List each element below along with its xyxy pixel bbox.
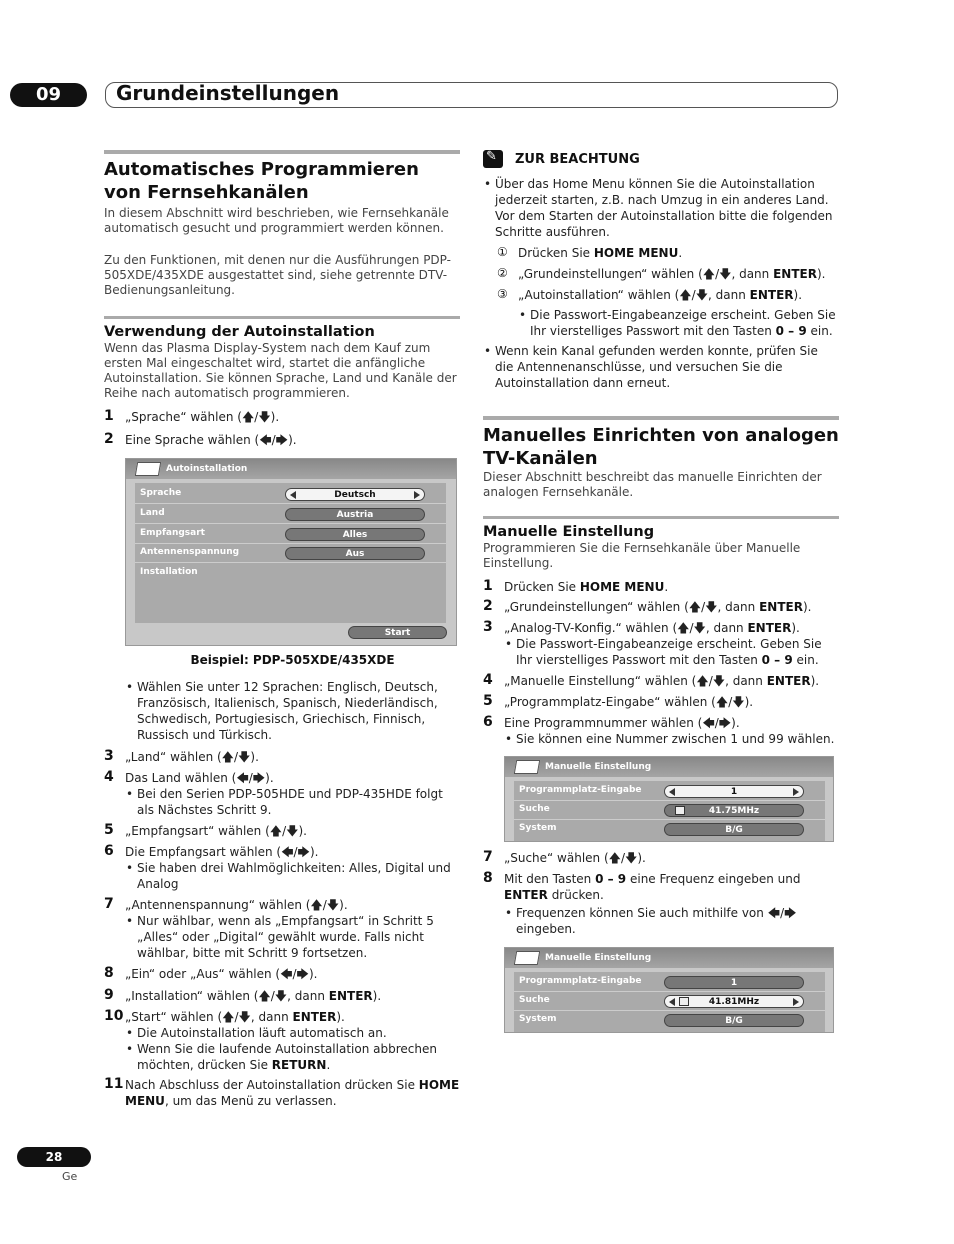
note-substep-2: ② „Grundeinstellungen“ wählen (🡅/🡇, dann ENTER). <box>497 266 826 281</box>
osd-label: Antennenspannung <box>140 547 240 557</box>
step-number: 8 <box>483 870 493 886</box>
osd-row-antenna-power <box>135 544 446 563</box>
chapter-number-badge: 09 <box>10 83 87 107</box>
osd-body <box>135 483 446 623</box>
section-intro: Dieser Abschnitt beschreibt das manuelle Einrichten der analogen Fernsehkanäle. <box>483 470 822 499</box>
osd-title: Autoinstallation <box>136 461 247 477</box>
step-text: Eine Sprache wählen (🡄/🡆). <box>125 433 297 447</box>
section-rule <box>104 150 460 154</box>
right-column <box>483 150 839 1033</box>
subsection-intro: Wenn das Plasma Display-System nach dem Kauf zum ersten Mal eingeschaltet wird, startet die anfängliche Autoinstallation. Sie können Sprache, Land und Kanäle der Reihe nach automatisch programmieren. <box>104 341 457 400</box>
step-5: 5 „Programmplatz-Eingabe“ wählen (🡅/🡇). <box>483 693 754 709</box>
bullet-step-10b: • Wenn Sie die laufende Autoinstallation abbrechen möchten, drücken Sie RETURN. <box>125 1041 460 1073</box>
step-10: 10 „Start“ wählen (🡅/🡇, dann ENTER). <box>104 1008 345 1024</box>
reception-value[interactable]: Alles <box>285 528 425 541</box>
step-text: „Sprache“ wählen (🡅/🡇). <box>125 410 280 424</box>
osd-label: Programmplatz-Eingabe <box>519 785 642 795</box>
osd-row-system <box>514 820 825 839</box>
osd-title: Manuelle Einstellung <box>515 759 651 775</box>
keypad-icon <box>679 997 689 1006</box>
system-value[interactable]: B/G <box>664 823 804 836</box>
start-button[interactable]: Start <box>348 626 447 639</box>
circled-number: ② <box>497 266 508 280</box>
antenna-power-value[interactable]: Aus <box>285 547 425 560</box>
note-heading: ✎ ZUR BEACHTUNG <box>483 150 839 168</box>
step-11: 11 Nach Abschluss der Autoinstallation drücken Sie HOME MENU, um das Menü zu verlassen. <box>104 1076 460 1108</box>
step-2 <box>104 432 460 448</box>
program-number-value[interactable]: 1 <box>664 976 804 989</box>
section-title-manual-analog: Manuelles Einrichten von analogen TV-Kanälen <box>483 425 839 469</box>
menu-tv-icon <box>514 951 540 965</box>
arrow-right-icon <box>793 998 799 1006</box>
step-9: 9 „Installation“ wählen (🡅/🡇, dann ENTER). <box>104 987 382 1003</box>
step-1 <box>104 409 460 425</box>
osd-label: Suche <box>519 995 550 1005</box>
arrow-right-icon <box>414 491 420 499</box>
country-value[interactable]: Austria <box>285 508 425 521</box>
osd-label: Empfangsart <box>140 528 205 538</box>
osd-label: System <box>519 823 557 833</box>
subsection-title-autoinstall: Verwendung der Autoinstallation <box>104 324 375 340</box>
search-frequency-field[interactable]: 41.75MHz <box>664 804 804 817</box>
page-number-badge: 28 <box>17 1147 91 1167</box>
step-number: 9 <box>104 987 114 1003</box>
step-number: 8 <box>104 965 114 981</box>
bullet-step-6: • Sie haben drei Wahlmöglichkeiten: Alles, Digital und Analog <box>125 860 460 892</box>
language-code: Ge <box>62 1170 78 1183</box>
step-number: 3 <box>483 619 493 635</box>
system-value[interactable]: B/G <box>664 1014 804 1027</box>
section-intro-note: Zu den Funktionen, mit denen nur die Ausführungen PDP-505XDE/435XDE ausgestattet sind, siehe getrennte DTV-Bedienungsanleitung. <box>104 253 451 297</box>
step-4: 4 Das Land wählen (🡄/🡆). <box>104 769 274 785</box>
arrow-right-icon <box>793 788 799 796</box>
step-number: 1 <box>483 578 493 594</box>
arrow-left-icon <box>669 788 675 796</box>
bullet-step-6: • Sie können eine Nummer zwischen 1 und 99 wählen. <box>504 731 839 747</box>
step-number: 1 <box>104 408 114 424</box>
bullet-step-3: • Die Passwort-Eingabeanzeige erscheint. Geben Sie Ihr vierstelliges Passwort mit den Tasten 0 – 9 ein. <box>504 636 839 668</box>
bullet-step-8: • Frequenzen können Sie auch mithilfe von 🡄/🡆 eingeben. <box>504 905 839 937</box>
step-7: 7 „Antennenspannung“ wählen (🡅/🡇). <box>104 896 348 912</box>
step-6: 6 Die Empfangsart wählen (🡄/🡆). <box>104 843 319 859</box>
step-number: 4 <box>483 672 493 688</box>
step-number: 2 <box>483 598 493 614</box>
circled-number: ① <box>497 245 508 259</box>
step-number: 7 <box>483 849 493 865</box>
step-number: 10 <box>104 1008 124 1024</box>
chapter-title: Grundeinstellungen <box>116 81 340 105</box>
keypad-icon <box>675 806 685 815</box>
step-3: 3 „Land“ wählen (🡅/🡇). <box>104 748 259 764</box>
step-5: 5 „Empfangsart“ wählen (🡅/🡇). <box>104 822 307 838</box>
osd-row-country <box>135 505 446 524</box>
note-substep-3-bullet: • Die Passwort-Eingabeanzeige erscheint. Geben Sie Ihr vierstelliges Passwort mit den Tasten 0 – 9 ein. <box>518 307 839 339</box>
osd-body <box>514 972 825 1032</box>
left-column <box>104 150 460 1109</box>
figure-caption: Beispiel: PDP-505XDE/435XDE <box>190 653 395 667</box>
bullet-languages: • Wählen Sie unter 12 Sprachen: Englisch, Deutsch, Französisch, Italienisch, Spanisch, Niederländisch, Schwedisch, Portugiesisch, Griechisch, Finnisch, Russisch und Türkisch. <box>125 679 460 743</box>
osd-row-installation[interactable] <box>135 564 446 583</box>
subsection-title-manual-setup: Manuelle Einstellung <box>483 524 655 540</box>
note-substep-3: ③ „Autoinstallation“ wählen (🡅/🡇, dann ENTER). <box>497 287 803 302</box>
language-selector[interactable]: Deutsch <box>285 488 425 501</box>
section-rule <box>483 416 839 420</box>
step-8: 8 „Ein“ oder „Aus“ wählen (🡄/🡆). <box>104 965 318 981</box>
osd-row-search <box>514 801 825 820</box>
step-1: 1 Drücken Sie HOME MENU. <box>483 578 669 594</box>
step-number: 3 <box>104 748 114 764</box>
section-rule <box>483 516 839 519</box>
osd-label: Programmplatz-Eingabe <box>519 976 642 986</box>
bullet-step-4: • Bei den Serien PDP-505HDE und PDP-435HDE folgt als Nächstes Schritt 9. <box>125 786 460 818</box>
osd-body <box>514 781 825 841</box>
note-pencil-icon <box>483 150 503 168</box>
step-number: 6 <box>483 714 493 730</box>
step-number: 5 <box>483 693 493 709</box>
step-6: 6 Eine Programmnummer wählen (🡄/🡆). <box>483 714 740 730</box>
circled-number: ③ <box>497 287 508 301</box>
step-number: 2 <box>104 431 114 447</box>
step-number: 11 <box>104 1076 124 1092</box>
step-number: 5 <box>104 822 114 838</box>
osd-label: Land <box>140 508 165 518</box>
osd-title: Manuelle Einstellung <box>515 950 651 966</box>
osd-autoinstallation-screen <box>125 458 457 646</box>
osd-row-program <box>514 973 825 992</box>
search-frequency-selector[interactable]: 41.81MHz <box>664 995 804 1008</box>
note-substep-1: ① Drücken Sie HOME MENU. <box>497 245 683 260</box>
step-number: 7 <box>104 896 114 912</box>
osd-label: Sprache <box>140 488 182 498</box>
step-8: 8 Mit den Tasten 0 – 9 eine Frequenz eingeben und ENTER drücken. <box>483 870 801 902</box>
osd-label: Installation <box>140 567 198 577</box>
step-2: 2 „Grundeinstellungen“ wählen (🡅/🡇, dann ENTER). <box>483 598 812 614</box>
osd-manual-setup-screen-2 <box>504 947 834 1033</box>
note-bullet-2: • Wenn kein Kanal gefunden werden konnte, prüfen Sie die Antennenanschlüsse, und versuchen Sie die Autoinstallation dann erneut. <box>483 343 839 391</box>
osd-row-language <box>135 485 446 504</box>
step-7: 7 „Suche“ wählen (🡅/🡇). <box>483 849 646 865</box>
osd-row-search <box>514 992 825 1011</box>
arrow-left-icon <box>669 998 675 1006</box>
arrow-left-icon <box>290 491 296 499</box>
menu-tv-icon <box>135 462 161 476</box>
step-3: 3 „Analog-TV-Konfig.“ wählen (🡅/🡇, dann ENTER). <box>483 619 800 635</box>
section-title-auto-programming: Automatisches Programmieren von Fernsehkanälen <box>104 159 419 203</box>
subsection-intro: Programmieren Sie die Fernsehkanäle über Manuelle Einstellung. <box>483 541 801 570</box>
osd-manual-setup-screen-1 <box>504 756 834 842</box>
step-4: 4 „Manuelle Einstellung“ wählen (🡅/🡇, dann ENTER). <box>483 672 820 688</box>
step-number: 6 <box>104 843 114 859</box>
osd-row-program <box>514 782 825 801</box>
bullet-step-10a: • Die Autoinstallation läuft automatisch an. <box>125 1025 460 1041</box>
osd-label: Suche <box>519 804 550 814</box>
menu-tv-icon <box>514 760 540 774</box>
section-rule <box>104 316 460 319</box>
osd-row-reception <box>135 525 446 544</box>
section-intro: In diesem Abschnitt wird beschrieben, wie Fernsehkanäle automatisch gesucht und programmiert werden können. <box>104 206 449 235</box>
note-bullet-1: • Über das Home Menu können Sie die Autoinstallation jederzeit starten, z.B. nach Umzug in ein anderes Land. Vor dem Starten der Autoinstallation bitte die folgenden Schritte ausführen. <box>483 176 839 240</box>
step-number: 4 <box>104 769 114 785</box>
osd-row-system <box>514 1011 825 1030</box>
osd-label: System <box>519 1014 557 1024</box>
bullet-step-7: • Nur wählbar, wenn als „Empfangsart“ in Schritt 5 „Alles“ oder „Digital“ gewählt wurde. Falls nicht wählbar, bitte mit Schritt 9 fortsetzen. <box>125 913 460 961</box>
program-number-selector[interactable]: 1 <box>664 785 804 798</box>
